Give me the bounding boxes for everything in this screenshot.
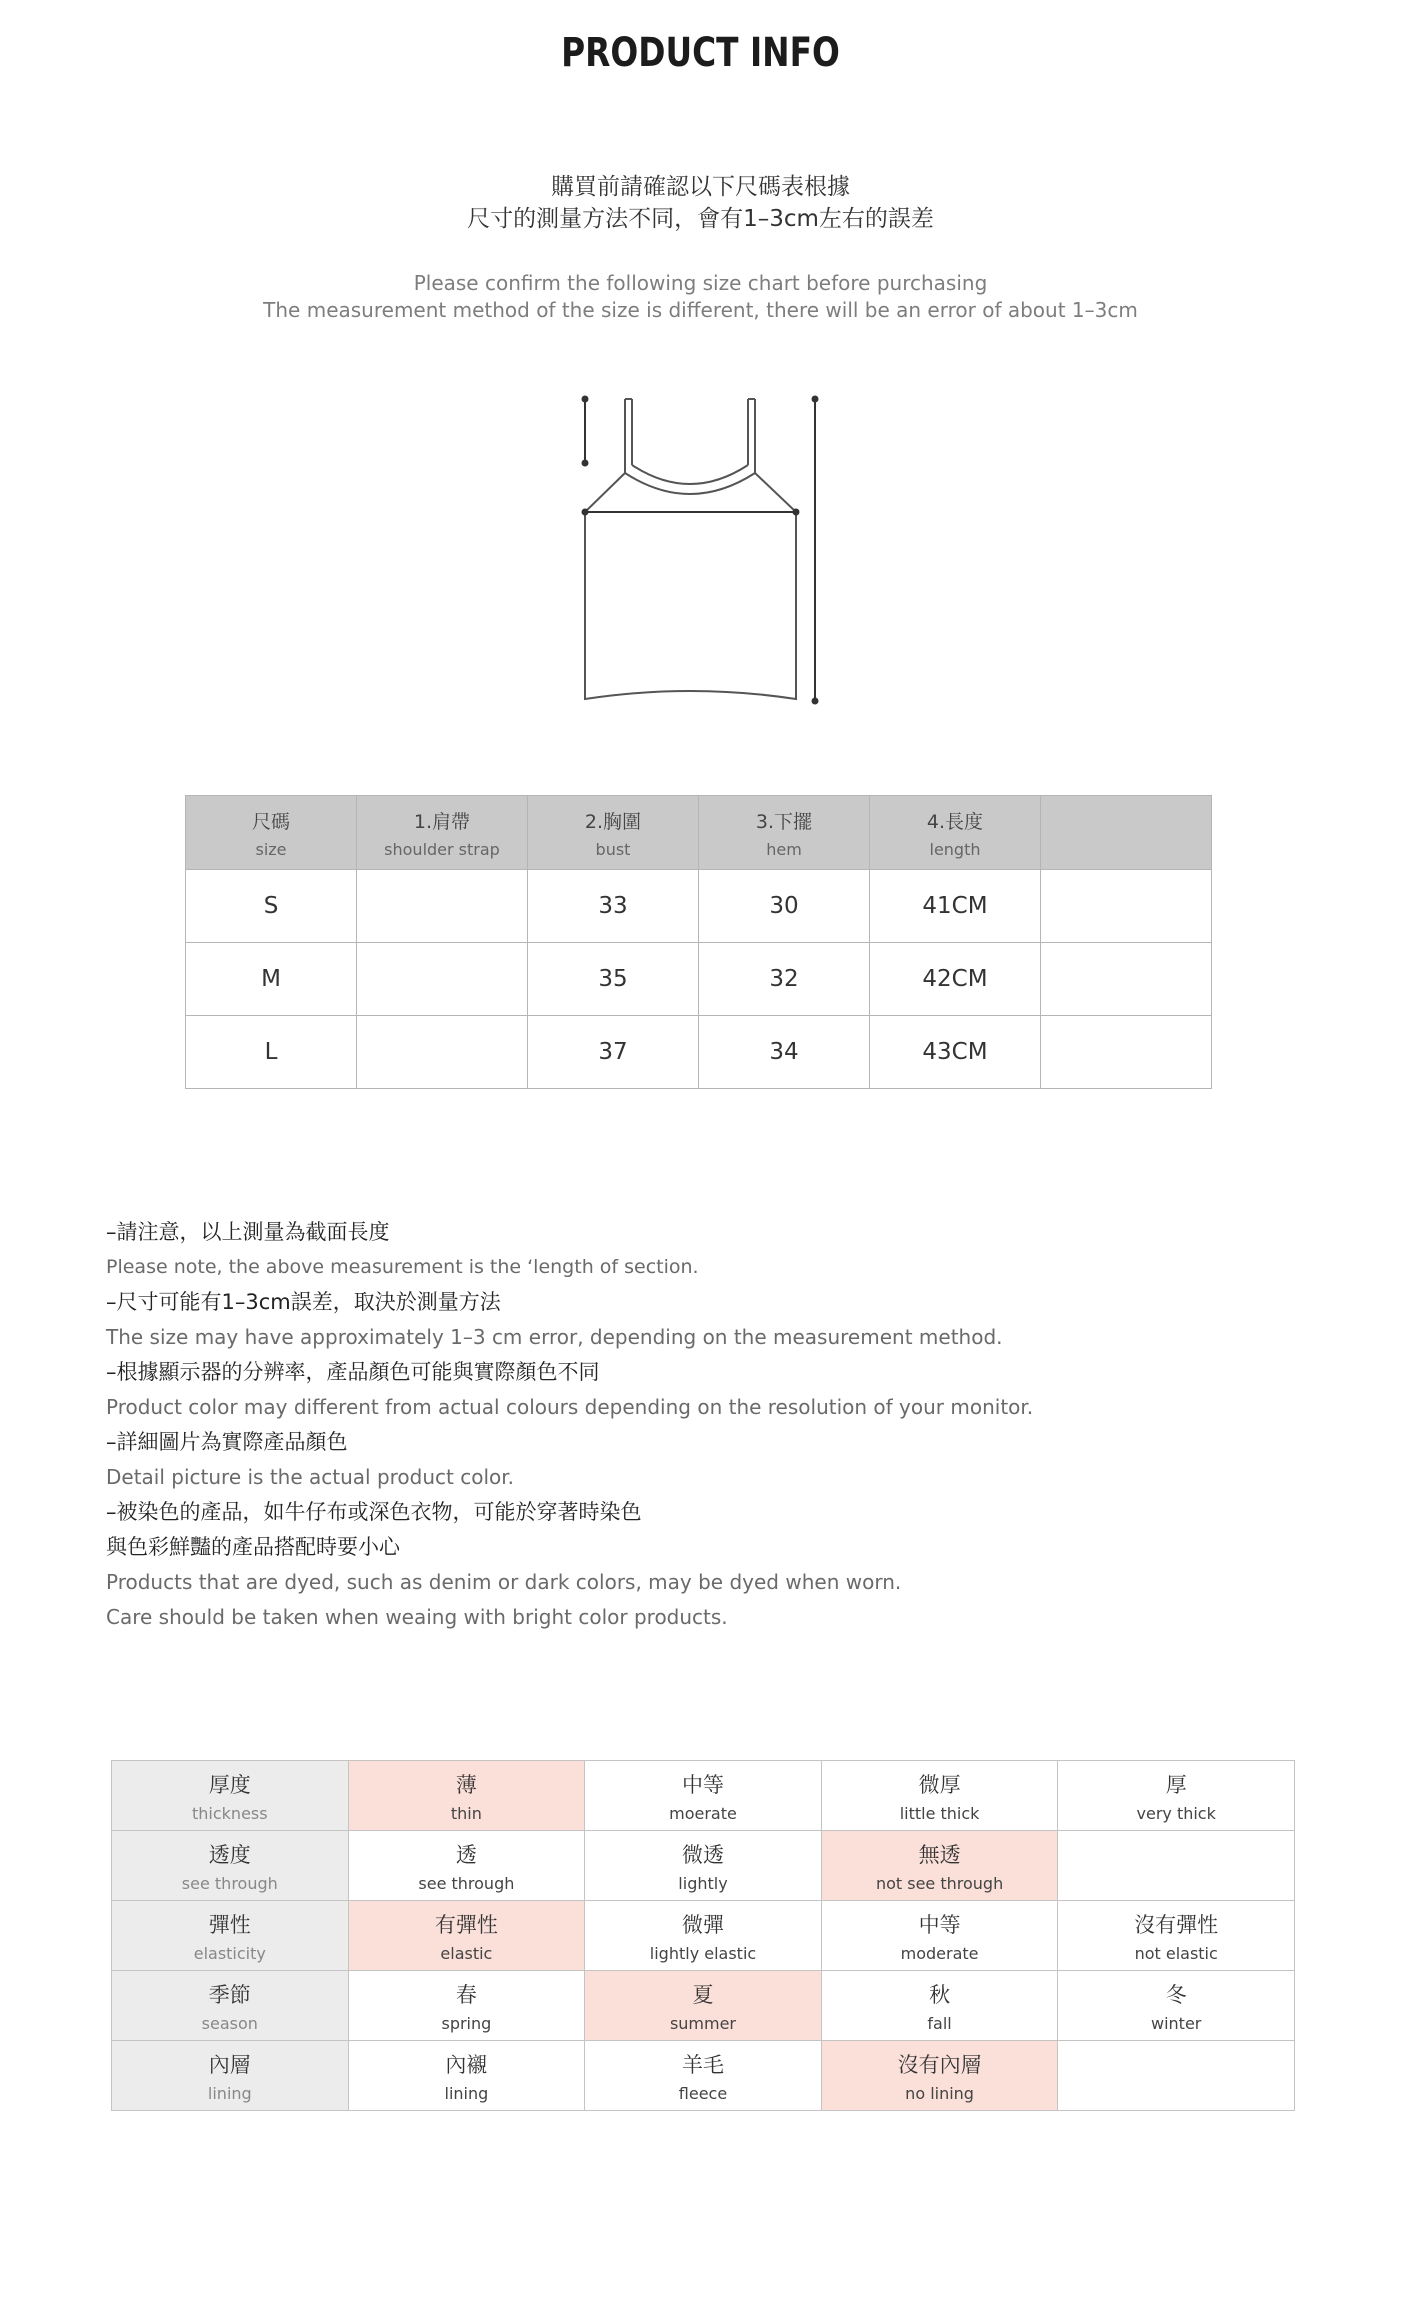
note-en: Product color may different from actual colours depending on the resolution of your monitor. bbox=[106, 1395, 1034, 1419]
table-cell bbox=[1041, 870, 1212, 943]
table-cell bbox=[1041, 943, 1212, 1016]
table-cell: 32 bbox=[699, 943, 870, 1016]
header-length: 4.長度 length bbox=[870, 796, 1041, 870]
attribute-option: 內襯 lining bbox=[348, 2041, 585, 2111]
note-zh: –詳細圖片為實際產品顏色 bbox=[106, 1430, 348, 1454]
note-zh: 與色彩鮮豔的產品搭配時要小心 bbox=[106, 1535, 400, 1559]
attribute-option: 沒有彈性 not elastic bbox=[1058, 1901, 1295, 1971]
header-bust: 2.胸圍 bust bbox=[528, 796, 699, 870]
table-cell bbox=[357, 943, 528, 1016]
attribute-row-lining bbox=[112, 2041, 1295, 2111]
attribute-option: 微厚 little thick bbox=[821, 1761, 1058, 1831]
attribute-option-selected: 沒有內層 no lining bbox=[821, 2041, 1058, 2111]
page-title: PRODUCT INFO bbox=[561, 30, 840, 76]
table-cell: 35 bbox=[528, 943, 699, 1016]
table-row bbox=[186, 870, 1212, 943]
intro-zh-line2: 尺寸的測量方法不同，會有1–3cm左右的誤差 bbox=[467, 206, 934, 232]
attribute-option: 羊毛 fleece bbox=[585, 2041, 822, 2111]
note-en: Products that are dyed, such as denim or dark colors, may be dyed when worn. bbox=[106, 1570, 902, 1594]
note-en: Care should be taken when weaing with bright color products. bbox=[106, 1605, 728, 1629]
note-zh: –請注意，以上測量為截面長度 bbox=[106, 1220, 390, 1244]
attribute-row-see-through bbox=[112, 1831, 1295, 1901]
table-row bbox=[186, 1016, 1212, 1089]
attribute-option: 微透 lightly bbox=[585, 1831, 822, 1901]
attribute-label: 厚度 thickness bbox=[112, 1761, 349, 1831]
size-chart-table bbox=[185, 795, 1212, 1089]
table-cell: 34 bbox=[699, 1016, 870, 1089]
note-zh: –根據顯示器的分辨率，產品顏色可能與實際顏色不同 bbox=[106, 1360, 600, 1384]
attribute-option: 中等 moderate bbox=[821, 1901, 1058, 1971]
attribute-option: 秋 fall bbox=[821, 1971, 1058, 2041]
header-hem: 3.下擺 hem bbox=[699, 796, 870, 870]
header-empty bbox=[1041, 796, 1212, 870]
attribute-option bbox=[1058, 2041, 1295, 2111]
intro-en-line1: Please confirm the following size chart before purchasing bbox=[413, 271, 988, 295]
note-zh: –尺寸可能有1–3cm誤差，取決於測量方法 bbox=[106, 1290, 501, 1314]
attribute-label: 彈性 elasticity bbox=[112, 1901, 349, 1971]
attribute-option: 厚 very thick bbox=[1058, 1761, 1295, 1831]
table-cell bbox=[357, 870, 528, 943]
size-table-header-row bbox=[186, 796, 1212, 870]
table-cell: 30 bbox=[699, 870, 870, 943]
table-cell: 37 bbox=[528, 1016, 699, 1089]
table-cell: 41CM bbox=[870, 870, 1041, 943]
table-cell: 33 bbox=[528, 870, 699, 943]
attribute-option: 中等 moerate bbox=[585, 1761, 822, 1831]
table-cell bbox=[357, 1016, 528, 1089]
table-cell bbox=[1041, 1016, 1212, 1089]
note-en: The size may have approximately 1–3 cm error, depending on the measurement method. bbox=[106, 1325, 1003, 1349]
table-cell: L bbox=[186, 1016, 357, 1089]
table-cell: M bbox=[186, 943, 357, 1016]
table-cell: 43CM bbox=[870, 1016, 1041, 1089]
attribute-option: 冬 winter bbox=[1058, 1971, 1295, 2041]
intro-zh-line1: 購買前請確認以下尺碼表根據 bbox=[551, 174, 850, 200]
attribute-option bbox=[1058, 1831, 1295, 1901]
fabric-attributes-table bbox=[111, 1760, 1295, 2111]
attribute-option-selected: 有彈性 elastic bbox=[348, 1901, 585, 1971]
attribute-option-selected: 無透 not see through bbox=[821, 1831, 1058, 1901]
attribute-label: 季節 season bbox=[112, 1971, 349, 2041]
attribute-option: 透 see through bbox=[348, 1831, 585, 1901]
table-cell: S bbox=[186, 870, 357, 943]
intro-en-line2: The measurement method of the size is different, there will be an error of about 1–3cm bbox=[263, 298, 1138, 322]
header-size: 尺碼 size bbox=[186, 796, 357, 870]
note-en: Detail picture is the actual product color. bbox=[106, 1465, 514, 1489]
attribute-row-thickness bbox=[112, 1761, 1295, 1831]
table-row bbox=[186, 943, 1212, 1016]
note-zh: –被染色的產品，如牛仔布或深色衣物，可能於穿著時染色 bbox=[106, 1500, 642, 1524]
attribute-label: 內層 lining bbox=[112, 2041, 349, 2111]
care-notes bbox=[106, 1215, 1306, 1635]
note-en: Please note, the above measurement is the ‘length of section. bbox=[106, 1256, 699, 1278]
attribute-option-selected: 夏 summer bbox=[585, 1971, 822, 2041]
header-shoulder-strap: 1.肩帶 shoulder strap bbox=[357, 796, 528, 870]
camisole-measurement-diagram bbox=[560, 385, 850, 720]
attribute-row-elasticity bbox=[112, 1901, 1295, 1971]
attribute-option: 春 spring bbox=[348, 1971, 585, 2041]
attribute-option: 微彈 lightly elastic bbox=[585, 1901, 822, 1971]
attribute-label: 透度 see through bbox=[112, 1831, 349, 1901]
attribute-row-season bbox=[112, 1971, 1295, 2041]
table-cell: 42CM bbox=[870, 943, 1041, 1016]
attribute-option-selected: 薄 thin bbox=[348, 1761, 585, 1831]
